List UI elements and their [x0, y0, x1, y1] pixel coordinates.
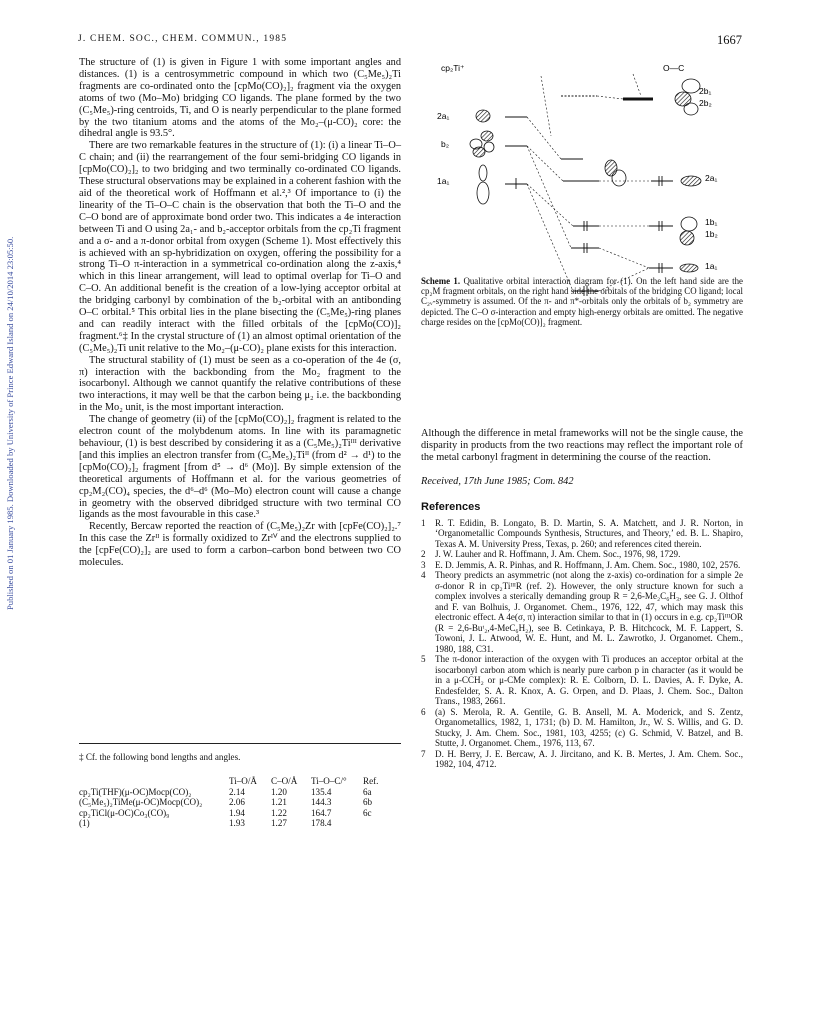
table-cell: (C₅Me₅)₂TiMe(μ-OC)Mocp(CO)₂: [79, 797, 203, 808]
table-row: [79, 787, 393, 798]
lobe-shape: [680, 264, 698, 272]
energy-levels: [505, 96, 673, 291]
table-cell: (1): [79, 818, 90, 829]
table-cell: 6a: [363, 786, 372, 797]
ref-number: 5: [421, 654, 426, 665]
ref-number: 4: [421, 570, 426, 581]
paragraph: Recently, Bercaw reported the reaction of (C₅Me₅)₂Zr with [cpFe(CO)₂]₂.⁷ In this case the Zrᴵᴵ is formally oxidized to Zrᴵⱽ and the electrons supplied to the [cpFe(CO)₂]₂ are used to form a carbon–carbon bond between two CO molecules.: [79, 521, 401, 569]
table-cell: 2.14: [229, 786, 245, 797]
download-notice: [2, 150, 16, 610]
table-row: [79, 818, 393, 829]
table-cell: 144.3: [311, 797, 332, 808]
lobe-shape: [605, 160, 617, 176]
orbital-lobes-right: [605, 79, 701, 272]
lobe-shape: [681, 217, 697, 231]
table-header: C–O/Å: [271, 776, 298, 786]
connector: [527, 184, 573, 291]
table-row: [79, 797, 393, 808]
orbital-lobes-left: [470, 110, 494, 204]
table-cell: cp₂Ti(THF)(μ-OC)Mocp(CO)₂: [79, 786, 192, 797]
list-item: [421, 549, 743, 560]
connector: [541, 76, 551, 136]
caption-label: Scheme 1.: [421, 276, 461, 286]
list-item: [421, 518, 743, 550]
connector: [527, 146, 571, 248]
lobe-shape: [682, 79, 700, 93]
received-line: Received, 17th June 1985; Com. 842: [421, 475, 574, 487]
lobe-shape: [684, 103, 698, 115]
table-header: [79, 776, 229, 787]
table-row: [79, 808, 393, 819]
download-notice-text: Published on 01 January 1985. Downloaded by University of Prince Edward Island on 24/10/2014 23:05:50.: [5, 236, 15, 610]
table-cell: [363, 818, 393, 829]
ref-text: (a) S. Merola, R. A. Gentile, G. B. Ansell, M. A. Moderick, and S. Zentz, Organometallics, 1982, 1, 1731; (b) D. M. Hamilton, Jr., W. S. Willis, and G. D. Stucky, J. Am. Chem. Soc., 1981, 103, 4255; (c) G. Schmid, V. Batzel, and B. Stutte, J. Organomet. Chem., 1976, 113, 67.: [435, 706, 743, 749]
ref-text: The π-donor interaction of the oxygen with Ti produces an acceptor orbital at the isocarbonyl carbon atom which is nearly pure carbon p in character (as it would be in a μ-CCH₂ or μ-CMe complex): R. E. Colborn, D. L. Davies, A. F. Dyke, A. Endesfelder, S. A. R. Knox, A. G. Orpen, and D. Plaas, J. Chem. Soc., Dalton Trans., 1983, 2661.: [435, 654, 743, 707]
table-header: Ti–O–C/°: [311, 776, 347, 786]
connector: [527, 146, 563, 181]
connector: [527, 184, 573, 226]
reference-list: [421, 518, 743, 770]
left-fragment-label: cp₂Ti⁺: [441, 63, 465, 73]
right-column: [421, 398, 743, 770]
ref-number: 7: [421, 748, 426, 759]
table-header: Ref.: [363, 776, 379, 786]
connector: [527, 117, 561, 159]
orbital-diagram: [423, 56, 743, 388]
list-item: [421, 654, 743, 707]
lobe-shape: [477, 182, 489, 204]
left-column: [79, 57, 401, 569]
ref-text: J. W. Lauher and R. Hoffmann, J. Am. Chem. Soc., 1976, 98, 1729.: [435, 549, 681, 560]
correlation-lines: [527, 74, 651, 291]
lobe-shape: [476, 110, 490, 122]
paragraph: There are two remarkable features in the structure of (1): (i) a linear Ti–O–C chain; and (ii) the rearrangement of the four semi-bridging CO ligands in [cpMo(CO)₂]₂ to two bridging and two terminally co-ordinated CO ligands. These structural observations may be explained in a coherent fashion with the aid of the theoretical work of Hoffmann et al.²,³ Of importance to (i) the linearity of the Ti–O–C chain is the observation that both the Ti–O and the C–O bond are of approximate bond order two. This indicates a 4e interaction between Ti and O using 2a₁- and b₂-acceptor orbitals from the cp₂Ti fragment and a σ- and a π-donor orbital from oxygen (Scheme 1). Most effectively this is achieved with an sp-hybridization on oxygen, offering the possibility for a strong Ti–O π-interaction in a symmetrical co-ordination along the z-axis,⁴ which in this linear arrangement, will lead to optimal overlap for Ti–O and C–O. An additional benefit is the creation of a low-lying acceptor orbital at the bridging carbonyl by combination of the b₂-orbital with an antibonding O–C orbital.⁵ This orbital lies in the plane bisecting the (C₅Me₅)-ring planes and can readily interact with the filled orbitals of the [cpMo(CO)]₂ fragment.⁶‡ In the crystal structure of (1) an almost optimal orientation of the (C₅Me₅)₂Ti unit relative to the Mo₂–(μ-CO)₂ plane exists for this interaction.: [79, 140, 401, 354]
table-cell: cp₂TiCl(μ-OC)Co₃(CO)₉: [79, 807, 170, 818]
right-fragment-label: O—C: [663, 63, 685, 73]
scheme-caption: [421, 276, 743, 327]
list-item: [421, 560, 743, 571]
table-cell: 1.22: [271, 807, 287, 818]
references-heading: References: [421, 500, 481, 513]
orbital-label: 2a₁: [437, 111, 450, 121]
table-cell: 135.4: [311, 786, 332, 797]
caption-text: Qualitative orbital interaction diagram for (1). On the left hand side are the cp₂M fragment orbitals, on the right hand side the orbitals of the bridging CO ligand; local C₂ᵥ-symmetry is assumed. Of the π- and π*-orbitals only the orbitals of b₂ symmetry are depicted. The C–O σ-interaction and empty high-energy orbitals are omitted. The negative charge resides on the [cpMo(CO)]₂ fragment.: [421, 276, 743, 327]
list-item: [421, 749, 743, 770]
lobe-shape: [675, 92, 691, 106]
orbital-label: 2a₁: [705, 173, 718, 183]
bond-table: [79, 776, 393, 829]
orbital-label: 2b₁: [699, 86, 712, 96]
table-cell: 164.7: [311, 807, 332, 818]
lobe-shape: [479, 165, 487, 181]
orbital-label: b₂: [441, 139, 450, 149]
scheme-caption-block: [421, 276, 743, 327]
table-cell: 2.06: [229, 797, 245, 808]
orbital-label: 2b₂: [699, 98, 712, 108]
orbital-label: 1a₁: [437, 176, 450, 186]
table-cell: 1.94: [229, 807, 245, 818]
table-cell: 6c: [363, 807, 372, 818]
lobe-shape: [612, 170, 626, 186]
ref-number: 3: [421, 559, 426, 570]
ref-text: E. D. Jemmis, A. R. Pinhas, and R. Hoffmann, J. Am. Chem. Soc., 1980, 102, 2576.: [435, 559, 741, 570]
paragraph: The structural stability of (1) must be seen as a co-operation of the 4e (σ, π) interaction with the backbonding from the Mo₂ fragment to the isocarbonyl. Although we cannot quantify the relative contributions of these two interactions, it may well be that the carbon being μ₂ i.e. the backbonding in the Mo₂ unit, is the most important interaction.: [79, 354, 401, 414]
ref-text: D. H. Berry, J. E. Bercaw, A. J. Jircitano, and K. B. Mertes, J. Am. Chem. Soc., 1982, 104, 4712.: [435, 748, 743, 770]
orbital-label: 1a₁: [705, 261, 718, 271]
lobe-shape: [681, 176, 701, 186]
footnote-rule: [79, 743, 401, 744]
lobe-shape: [481, 131, 493, 141]
ref-text: Theory predicts an asymmetric (not along the z-axis) co-ordination for a simple 2e σ-donor R in cp₂TiᴵᴵᴵR (ref. 2). However, the only structure known for such a complex involves a sterically demanding group R = 2,6-Me₂C₆H₃, see G. J. Olthof and F. van Bolhuis, J. Organomet. Chem., 1976, 122, 47, which may mask this electronic effect. A 4e(σ, π) interaction similar to that in (1) occurs in e.g. cp₂TiᴵᴵᴵOR (R = 2,6-Buᵗ₂,4-MeC₆H₂), see B. Cetinkaya, P. B. Hitchcock, M. F. Lappert, S. Towoni, J. L. Atwood, W. E. Hunt, and M. L. Zawrotko, J. Organomet. Chem., 1980, 188, C31.: [435, 570, 743, 654]
ref-text: R. T. Edidin, B. Longato, B. D. Martin, S. A. Matchett, and J. R. Norton, in ‘Organometallic Compounds Synthesis, Structures, and Theory,’ ed. B. L. Shapiro, Texas A. M. University Press, Texas, p. 260; and references cited therein.: [435, 517, 743, 549]
paragraph: The structure of (1) is given in Figure 1 with some important angles and distances. (1) is a centrosymmetric compound in which two (C₅Me₅)₂Ti fragments are co-ordinated onto the [cpMo(CO)₂]₂ fragment via the oxygen atoms of two (Mo–Mo) bridging CO ligands. The plane formed by the two (C₅Me₅)-ring centroids, Ti, and O is nearly perpendicular to the plane formed by the two titanium atoms and the atoms of the Mo₂–(μ-CO)₂ core: the dihedral angle is 93.5°.: [79, 57, 401, 140]
ref-number: 6: [421, 706, 426, 717]
paragraph: The change of geometry (ii) of the [cpMo(CO)₂]₂ fragment is related to the electron count of the molybdenum atoms. In line with its paramagnetic behaviour, (1) is best described by considering it as a (C₅Me₅)₂Tiᴵᴵᴵ derivative [and this implies an electron transfer from (C₅Me₅)₂Tiᴵᴵ (from d² → d¹) to the [cpMo(CO)₂]₂ fragment [from d⁵ → d⁶ (Mo)]. By simple extension of the theoretical arguments of Hoffmann et al. for the various geometries of cp₂M₂(CO)₄ species, the d⁶–d⁶ (Mo–Mo) electron count will cause a change in geometry with the observed dibridged structure with two terminal CO ligands as the most favourable in this case.³: [79, 414, 401, 521]
orbital-label: 1b₂: [705, 229, 718, 239]
connector: [599, 248, 649, 268]
table-cell: 1.27: [271, 818, 287, 829]
running-header: [78, 34, 742, 52]
orbital-label: 1b₁: [705, 217, 718, 227]
list-item: [421, 570, 743, 654]
connector: [633, 74, 641, 96]
ref-number: 1: [421, 517, 426, 528]
ref-number: 2: [421, 549, 426, 560]
connector: [597, 96, 623, 99]
lobe-shape: [484, 142, 494, 152]
page-number: 1667: [717, 33, 742, 47]
paragraph: Although the difference in metal frameworks will not be the single cause, the disparity in products from the two reactions may reflect the important role of the metal carbonyl fragment in determining the course of the reaction.: [421, 428, 743, 463]
table-header-row: [79, 776, 393, 787]
table-cell: 1.93: [229, 818, 245, 829]
table-header: Ti–O/Å: [229, 776, 257, 786]
footnote-text: ‡ Cf. the following bond lengths and angles.: [79, 752, 241, 762]
lobe-shape: [680, 231, 694, 245]
journal-title: J. CHEM. SOC., CHEM. COMMUN., 1985: [78, 34, 288, 44]
table-cell: 1.20: [271, 786, 287, 797]
table-cell: 6b: [363, 797, 373, 808]
lobe-shape: [473, 147, 485, 157]
table-cell: 178.4: [311, 818, 332, 829]
list-item: [421, 707, 743, 749]
table-cell: 1.21: [271, 797, 287, 808]
